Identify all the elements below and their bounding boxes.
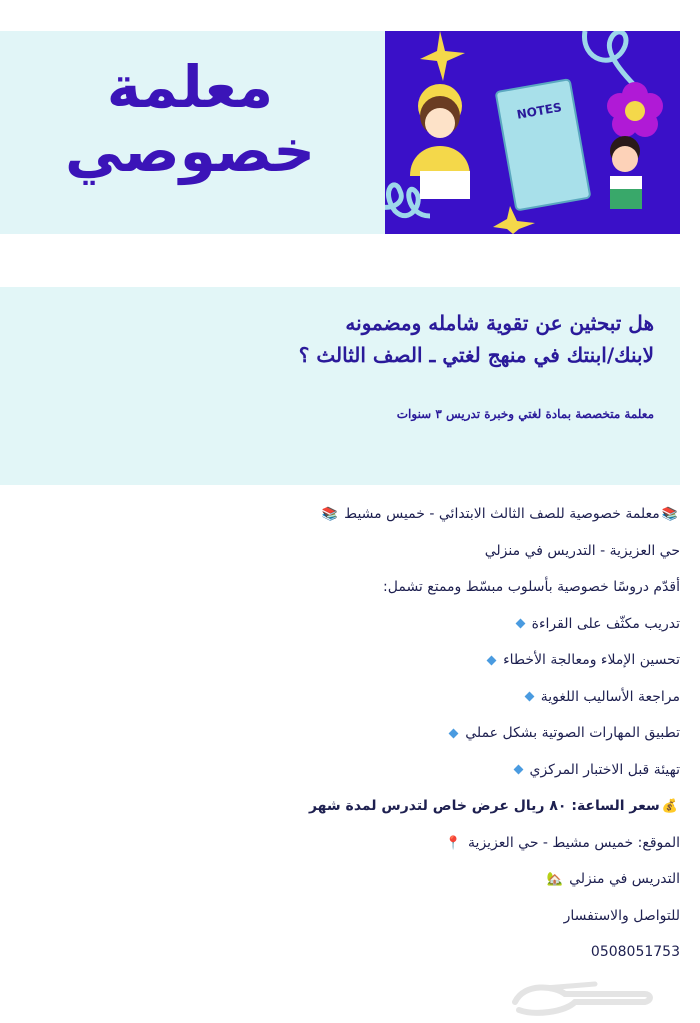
bullet-text: مراجعة الأساليب اللغوية bbox=[540, 688, 680, 705]
bullet-text: تهيئة قبل الاختبار المركزي bbox=[529, 761, 680, 778]
diamond-icon bbox=[487, 655, 497, 665]
illustration bbox=[385, 31, 680, 234]
diamond-icon bbox=[515, 619, 525, 629]
books-icon: 📚 bbox=[321, 507, 338, 522]
contact-label: للتواصل والاستفسار bbox=[563, 907, 680, 924]
intro-line: أقدّم دروسًا خصوصية بأسلوب مبسّط وممتع تشمل: bbox=[383, 579, 680, 595]
banner bbox=[0, 31, 385, 234]
diamond-icon bbox=[513, 765, 523, 775]
title-line-2: خصوصي bbox=[64, 117, 316, 185]
bullet-item bbox=[20, 606, 680, 643]
title-line-text: معلمة خصوصية للصف الثالث الابتدائي - خميس مشيط bbox=[344, 506, 660, 522]
info-box bbox=[0, 287, 680, 485]
price-text: سعر الساعة: ٨٠ ريال عرض خاص لتدرس لمدة شهر bbox=[308, 798, 660, 814]
bullet-item bbox=[20, 752, 680, 789]
location-text: الموقع: خميس مشيط - حي العزيزية bbox=[468, 834, 680, 851]
info-headline: هل تبحثين عن تقوية شامله ومضمونه لابنك/ابنتك في منهج لغتي ـ الصف الثالث ؟ bbox=[298, 311, 654, 367]
home-line bbox=[20, 861, 680, 898]
pin-icon: 📍 bbox=[445, 835, 462, 851]
kids-notes-illustration bbox=[385, 31, 680, 234]
ad-body bbox=[20, 496, 680, 971]
haraj-watermark-logo bbox=[505, 972, 655, 1016]
books-icon: 📚 bbox=[661, 507, 678, 522]
title-line bbox=[20, 496, 680, 533]
diamond-icon bbox=[524, 692, 534, 702]
bullet-item bbox=[20, 679, 680, 716]
diamond-icon bbox=[449, 728, 459, 738]
money-bag-icon: 💰 bbox=[661, 799, 678, 814]
banner-title bbox=[60, 55, 320, 183]
bullet-text: تحسين الإملاء ومعالجة الأخطاء bbox=[503, 652, 680, 668]
district-line: حي العزيزية - التدريس في منزلي bbox=[484, 542, 680, 559]
bullet-item bbox=[20, 642, 680, 679]
bullet-text: تدريب مكثّف على القراءة bbox=[531, 615, 680, 632]
title-line-1: معلمة bbox=[106, 53, 274, 121]
price-line bbox=[20, 788, 680, 825]
bullet-text: تطبيق المهارات الصوتية بشكل عملي bbox=[465, 725, 680, 741]
house-icon: 🏡 bbox=[546, 872, 563, 887]
info-subline: معلمة متخصصة بمادة لغتي وخبرة تدريس ٣ سنوات bbox=[396, 407, 654, 421]
phone-number[interactable]: 0508051753 bbox=[590, 944, 680, 960]
location-line bbox=[20, 825, 680, 862]
svg-text:NOTES: NOTES bbox=[515, 100, 563, 122]
bullet-item bbox=[20, 715, 680, 752]
home-text: التدريس في منزلي bbox=[569, 871, 680, 887]
